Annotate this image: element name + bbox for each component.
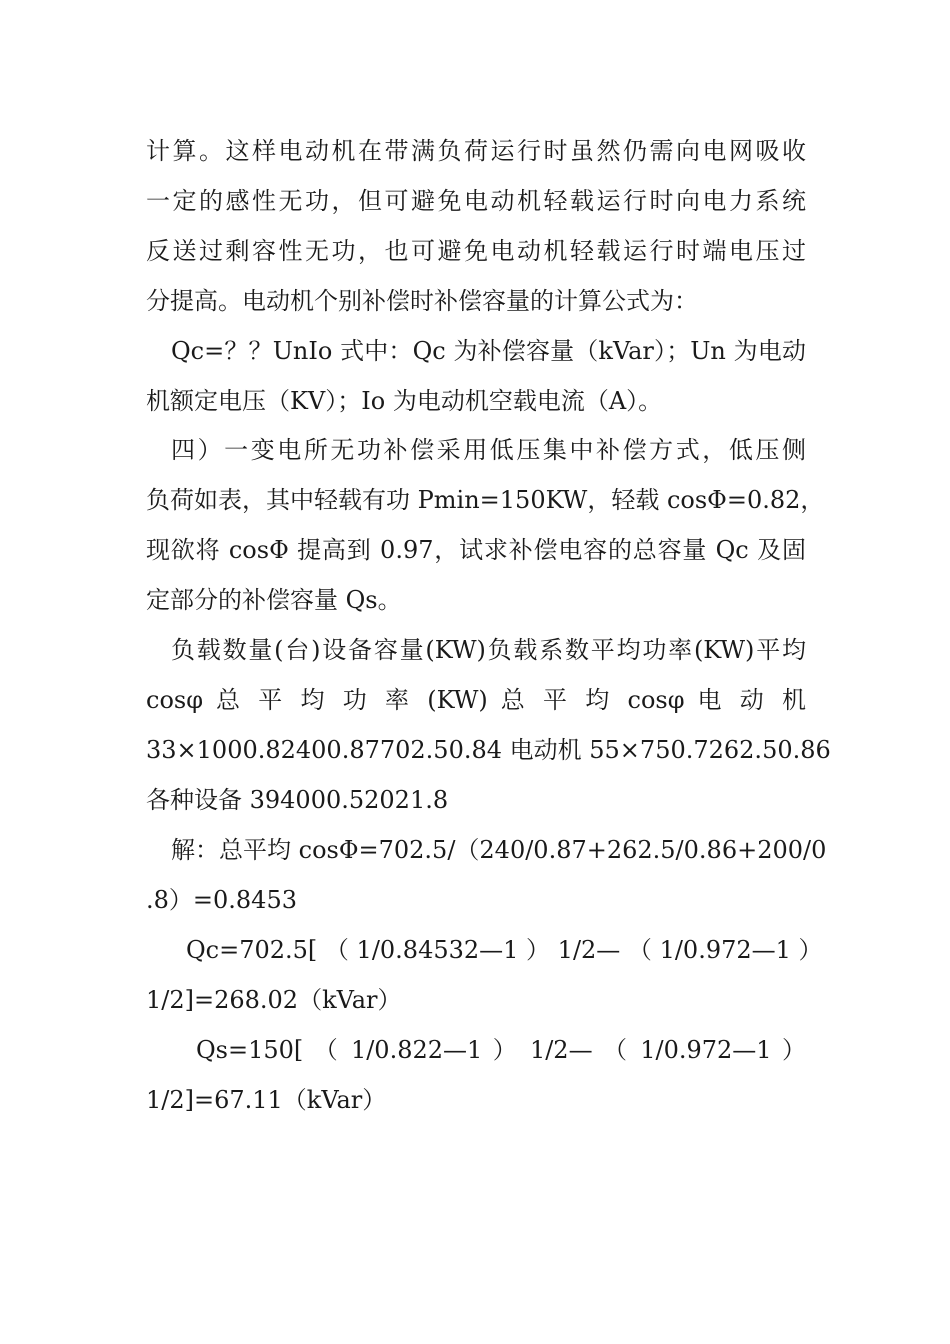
formula-line: Qc=？？UnIo 式中：Qc 为补偿容量（kVar）；Un 为电动 [171,337,806,365]
paragraph-line: 分提高。电动机个别补偿时补偿容量的计算公式为： [146,287,698,315]
solution-qc-result: 1/2]=268.02（kVar） [146,986,402,1014]
solution-line: 解：总平均 cosΦ=702.5/（240/0.87+262.5/0.86+200/0 [171,836,827,864]
table-text-line: 负载数量(台)设备容量(KW)负载系数平均功率(KW)平均 [171,636,806,664]
question-line: 四）一变电所无功补偿采用低压集中补偿方式，低压侧 [171,436,806,464]
question-line: 负荷如表，其中轻载有功 Pmin=150KW，轻载 cosΦ=0.82， [146,486,825,514]
solution-line: .8）=0.8453 [146,886,297,914]
paragraph-line: 反送过剩容性无功，也可避免电动机轻载运行时端电压过 [146,237,806,265]
solution-qs-result: 1/2]=67.11（kVar） [146,1086,387,1114]
question-line: 现欲将 cosΦ 提高到 0.97，试求补偿电容的总容量 Qc 及固 [146,536,806,564]
table-text-line: cosφ 总 平 均 功 率 (KW) 总 平 均 cosφ 电 动 机 [146,686,806,714]
table-text-line: 各种设备 394000.52021.8 [146,786,449,814]
question-line: 定部分的补偿容量 Qs。 [146,586,402,614]
solution-qc-line: Qc=702.5[ （ 1/0.84532—1 ） 1/2— （ 1/0.972—1 ） [186,936,823,964]
paragraph-line: 计算。这样电动机在带满负荷运行时虽然仍需向电网吸收 [146,137,806,165]
paragraph-line: 机额定电压（KV）；Io 为电动机空载电流（A）。 [146,387,663,415]
solution-qs-line: Qs=150[ （ 1/0.822—1 ） 1/2— （ 1/0.972—1 ） [196,1036,806,1064]
paragraph-line: 一定的感性无功，但可避免电动机轻载运行时向电力系统 [146,187,806,215]
table-text-line: 33×1000.82400.87702.50.84 电动机 55×750.7262.50.86 [146,736,831,764]
